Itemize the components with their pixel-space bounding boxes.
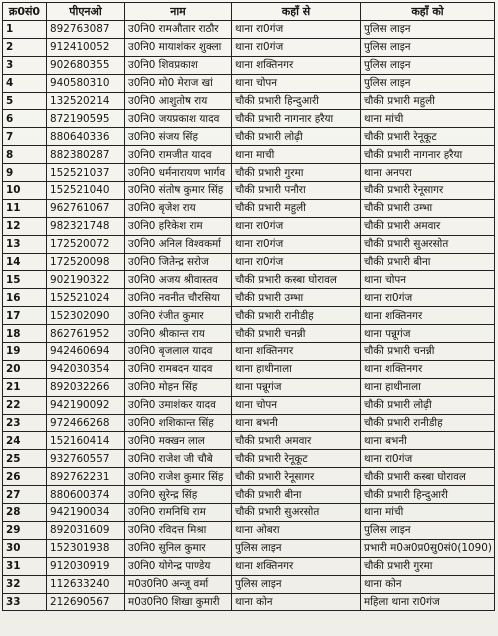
cell-pno: 912410052: [47, 38, 125, 56]
cell-name: उ0नि0 रामजीत यादव: [125, 146, 232, 164]
table-row: [3, 199, 495, 217]
cell-serial: 18: [3, 325, 47, 343]
cell-to: थाना मांची: [361, 110, 495, 128]
cell-serial: 13: [3, 235, 47, 253]
cell-pno: 152302090: [47, 307, 125, 325]
cell-pno: 152301938: [47, 539, 125, 557]
cell-serial: 12: [3, 217, 47, 235]
cell-to: थाना रा0गंज: [361, 289, 495, 307]
cell-serial: 28: [3, 504, 47, 522]
cell-to: थाना अनपरा: [361, 164, 495, 182]
cell-pno: 882380287: [47, 146, 125, 164]
table-row: [3, 360, 495, 378]
cell-name: उ0नि0 मक्खन लाल: [125, 432, 232, 450]
cell-from: चौकी प्रभारी लोढ़ी: [232, 128, 361, 146]
cell-name: उ0नि0 संजय सिंह: [125, 128, 232, 146]
cell-serial: 29: [3, 521, 47, 539]
table-row: [3, 217, 495, 235]
cell-from: थाना रा0गंज: [232, 21, 361, 39]
cell-pno: 880600374: [47, 486, 125, 504]
cell-pno: 892032266: [47, 378, 125, 396]
cell-serial: 32: [3, 575, 47, 593]
cell-from: चौकी प्रभारी पनौरा: [232, 182, 361, 200]
cell-name: उ0नि0 हरिकेश राम: [125, 217, 232, 235]
cell-from: चौकी प्रभारी कस्बा घोरावल: [232, 271, 361, 289]
cell-pno: 942190034: [47, 504, 125, 522]
table-row: [3, 539, 495, 557]
cell-serial: 15: [3, 271, 47, 289]
cell-from: चौकी प्रभारी रानीडीह: [232, 307, 361, 325]
table-row: [3, 271, 495, 289]
cell-serial: 17: [3, 307, 47, 325]
cell-to: थाना शक्तिनगर: [361, 360, 495, 378]
cell-serial: 27: [3, 486, 47, 504]
cell-name: उ0नि0 आशुतोष राय: [125, 92, 232, 110]
table-row: [3, 38, 495, 56]
cell-name: उ0नि0 बृजेश राय: [125, 199, 232, 217]
cell-to: चौकी प्रभारी रानीडीह: [361, 414, 495, 432]
cell-pno: 962761067: [47, 199, 125, 217]
table-row: [3, 110, 495, 128]
cell-pno: 172520098: [47, 253, 125, 271]
cell-pno: 152521024: [47, 289, 125, 307]
cell-name: म0उ0नि0 शिखा कुमारी: [125, 593, 232, 611]
cell-pno: 892763087: [47, 21, 125, 39]
cell-name: उ0नि0 उमाशंकर यादव: [125, 396, 232, 414]
table-row: [3, 146, 495, 164]
cell-to: पुलिस लाइन: [361, 521, 495, 539]
cell-name: उ0नि0 सुनिल कुमार: [125, 539, 232, 557]
table-row: [3, 164, 495, 182]
cell-name: उ0नि0 रंजीत कुमार: [125, 307, 232, 325]
table-row: [3, 468, 495, 486]
cell-from: चौकी प्रभारी रेनूसागर: [232, 468, 361, 486]
cell-from: थाना चोपन: [232, 74, 361, 92]
cell-to: थाना हाथीनाला: [361, 378, 495, 396]
cell-from: थाना शक्तिनगर: [232, 557, 361, 575]
cell-to: चौकी प्रभारी रेनूकूट: [361, 128, 495, 146]
cell-to: चौकी प्रभारी लोढ़ी: [361, 396, 495, 414]
cell-to: चौकी प्रभारी रेनूसागर: [361, 182, 495, 200]
cell-name: उ0नि0 राजेश जी चौबे: [125, 450, 232, 468]
cell-to: थाना मांची: [361, 504, 495, 522]
cell-serial: 10: [3, 182, 47, 200]
cell-serial: 20: [3, 360, 47, 378]
cell-to: महिला थाना रा0गंज: [361, 593, 495, 611]
cell-to: चौकी प्रभारी बीना: [361, 253, 495, 271]
table-row: [3, 414, 495, 432]
table-row: [3, 378, 495, 396]
cell-serial: 9: [3, 164, 47, 182]
cell-from: चौकी प्रभारी गुरमा: [232, 164, 361, 182]
cell-name: उ0नि0 धर्मनारायण भार्गव: [125, 164, 232, 182]
cell-name: उ0नि0 योगेन्द्र पाण्डेय: [125, 557, 232, 575]
cell-name: उ0नि0 सुरेन्द्र सिंह: [125, 486, 232, 504]
header-serial: क्र0सं0: [3, 3, 47, 21]
cell-to: थाना चोपन: [361, 271, 495, 289]
cell-pno: 902190322: [47, 271, 125, 289]
cell-to: चौकी प्रभारी उम्भा: [361, 199, 495, 217]
header-name: नाम: [125, 3, 232, 21]
cell-name: उ0नि0 मो0 मेराज खां: [125, 74, 232, 92]
table-row: [3, 289, 495, 307]
cell-serial: 4: [3, 74, 47, 92]
cell-name: उ0नि0 रामनिधि राम: [125, 504, 232, 522]
cell-to: थाना रा0गंज: [361, 450, 495, 468]
table-body: [3, 21, 495, 611]
cell-name: उ0नि0 नवनीत चौरसिया: [125, 289, 232, 307]
cell-from: थाना हाथीनाला: [232, 360, 361, 378]
cell-name: उ0नि0 रविदत्त मिश्रा: [125, 521, 232, 539]
cell-pno: 152521040: [47, 182, 125, 200]
cell-from: थाना ओबरा: [232, 521, 361, 539]
table-row: [3, 21, 495, 39]
cell-from: पुलिस लाइन: [232, 575, 361, 593]
cell-serial: 5: [3, 92, 47, 110]
cell-from: थाना माची: [232, 146, 361, 164]
table-row: [3, 521, 495, 539]
cell-from: थाना कोन: [232, 593, 361, 611]
table-row: [3, 486, 495, 504]
table-row: [3, 182, 495, 200]
cell-serial: 23: [3, 414, 47, 432]
transfer-table: [2, 2, 495, 611]
table-row: [3, 74, 495, 92]
cell-pno: 132520214: [47, 92, 125, 110]
cell-from: चौकी प्रभारी बीना: [232, 486, 361, 504]
table-row: [3, 450, 495, 468]
cell-from: थाना पन्नूगंज: [232, 378, 361, 396]
cell-serial: 7: [3, 128, 47, 146]
cell-serial: 6: [3, 110, 47, 128]
cell-name: उ0नि0 मोहन सिंह: [125, 378, 232, 396]
cell-from: चौकी प्रभारी रेनूकूट: [232, 450, 361, 468]
header-from: कहाँ से: [232, 3, 361, 21]
table-row: [3, 432, 495, 450]
cell-name: म0उ0नि0 अन्जू वर्मा: [125, 575, 232, 593]
cell-from: चौकी प्रभारी हिन्दुआरी: [232, 92, 361, 110]
cell-pno: 942030354: [47, 360, 125, 378]
cell-from: चौकी प्रभारी अमवार: [232, 432, 361, 450]
page-footer-cutoff: [16, 628, 486, 636]
cell-pno: 152160414: [47, 432, 125, 450]
table-row: [3, 593, 495, 611]
cell-to: थाना शक्तिनगर: [361, 307, 495, 325]
cell-name: उ0नि0 संतोष कुमार सिंह: [125, 182, 232, 200]
cell-pno: 212690567: [47, 593, 125, 611]
cell-to: पुलिस लाइन: [361, 21, 495, 39]
cell-from: चौकी प्रभारी चनन्नी: [232, 325, 361, 343]
cell-serial: 25: [3, 450, 47, 468]
table-header-row: [3, 3, 495, 21]
table-row: [3, 557, 495, 575]
cell-from: पुलिस लाइन: [232, 539, 361, 557]
cell-serial: 16: [3, 289, 47, 307]
cell-pno: 152521037: [47, 164, 125, 182]
cell-pno: 892762231: [47, 468, 125, 486]
cell-to: चौकी प्रभारी चनन्नी: [361, 343, 495, 361]
table-row: [3, 92, 495, 110]
cell-from: थाना बभनी: [232, 414, 361, 432]
table-row: [3, 575, 495, 593]
cell-to: थाना पन्नूगंज: [361, 325, 495, 343]
cell-name: उ0नि0 रामबदन यादव: [125, 360, 232, 378]
cell-name: उ0नि0 शशिकान्त सिंह: [125, 414, 232, 432]
table-row: [3, 253, 495, 271]
table-row: [3, 325, 495, 343]
cell-pno: 892031609: [47, 521, 125, 539]
table-row: [3, 396, 495, 414]
cell-to: थाना बभनी: [361, 432, 495, 450]
cell-name: उ0नि0 अजय श्रीवास्तव: [125, 271, 232, 289]
cell-pno: 872190595: [47, 110, 125, 128]
cell-serial: 24: [3, 432, 47, 450]
cell-to: चौकी प्रभारी गुरमा: [361, 557, 495, 575]
cell-from: थाना रा0गंज: [232, 38, 361, 56]
cell-from: थाना रा0गंज: [232, 235, 361, 253]
cell-from: चौकी प्रभारी सुअरसोत: [232, 504, 361, 522]
cell-from: चौकी प्रभारी नागनार हरैया: [232, 110, 361, 128]
cell-name: उ0नि0 मायाशंकर शुक्ला: [125, 38, 232, 56]
cell-serial: 31: [3, 557, 47, 575]
cell-name: उ0नि0 जयप्रकाश यादव: [125, 110, 232, 128]
cell-from: चौकी प्रभारी उम्भा: [232, 289, 361, 307]
cell-to: पुलिस लाइन: [361, 38, 495, 56]
cell-to: चौकी प्रभारी महुली: [361, 92, 495, 110]
cell-pno: 912030919: [47, 557, 125, 575]
cell-pno: 982321748: [47, 217, 125, 235]
table-row: [3, 343, 495, 361]
table-row: [3, 504, 495, 522]
cell-to: चौकी प्रभारी नागनार हरैया: [361, 146, 495, 164]
header-to: कहाँ को: [361, 3, 495, 21]
cell-serial: 22: [3, 396, 47, 414]
cell-serial: 8: [3, 146, 47, 164]
cell-name: उ0नि0 शिवप्रकाश: [125, 56, 232, 74]
cell-serial: 19: [3, 343, 47, 361]
table-row: [3, 235, 495, 253]
table-row: [3, 307, 495, 325]
cell-serial: 30: [3, 539, 47, 557]
cell-pno: 972466268: [47, 414, 125, 432]
table-row: [3, 128, 495, 146]
cell-pno: 902680355: [47, 56, 125, 74]
cell-pno: 940580310: [47, 74, 125, 92]
cell-to: चौकी प्रभारी कस्बा घोरावल: [361, 468, 495, 486]
cell-name: उ0नि0 बृजलाल यादव: [125, 343, 232, 361]
cell-name: उ0नि0 अनिल विश्वकर्मा: [125, 235, 232, 253]
cell-pno: 172520072: [47, 235, 125, 253]
cell-from: थाना शक्तिनगर: [232, 343, 361, 361]
cell-pno: 942460694: [47, 343, 125, 361]
cell-to: चौकी प्रभारी सुअरसोत: [361, 235, 495, 253]
cell-serial: 3: [3, 56, 47, 74]
cell-serial: 14: [3, 253, 47, 271]
cell-pno: 932760557: [47, 450, 125, 468]
cell-pno: 942190092: [47, 396, 125, 414]
cell-to: प्रभारी म0अ0प्र0सु0सं0(1090): [361, 539, 495, 557]
cell-name: उ0नि0 जितेन्द्र सरोज: [125, 253, 232, 271]
cell-serial: 26: [3, 468, 47, 486]
cell-serial: 1: [3, 21, 47, 39]
cell-to: थाना कोन: [361, 575, 495, 593]
cell-name: उ0नि0 राजेश कुमार सिंह: [125, 468, 232, 486]
table-row: [3, 56, 495, 74]
cell-from: थाना रा0गंज: [232, 253, 361, 271]
cell-to: पुलिस लाइन: [361, 74, 495, 92]
cell-serial: 33: [3, 593, 47, 611]
cell-to: पुलिस लाइन: [361, 56, 495, 74]
cell-pno: 880640336: [47, 128, 125, 146]
cell-pno: 862761952: [47, 325, 125, 343]
cell-name: उ0नि0 श्रीकान्त राय: [125, 325, 232, 343]
cell-from: थाना रा0गंज: [232, 217, 361, 235]
cell-serial: 11: [3, 199, 47, 217]
cell-name: उ0नि0 रामऔतार राठौर: [125, 21, 232, 39]
cell-pno: 112633240: [47, 575, 125, 593]
cell-to: चौकी प्रभारी हिन्दुआरी: [361, 486, 495, 504]
cell-serial: 21: [3, 378, 47, 396]
header-pno: पीएनओ: [47, 3, 125, 21]
cell-serial: 2: [3, 38, 47, 56]
cell-from: थाना चोपन: [232, 396, 361, 414]
cell-from: थाना शक्तिनगर: [232, 56, 361, 74]
cell-to: चौकी प्रभारी अमवार: [361, 217, 495, 235]
cell-from: चौकी प्रभारी महुली: [232, 199, 361, 217]
